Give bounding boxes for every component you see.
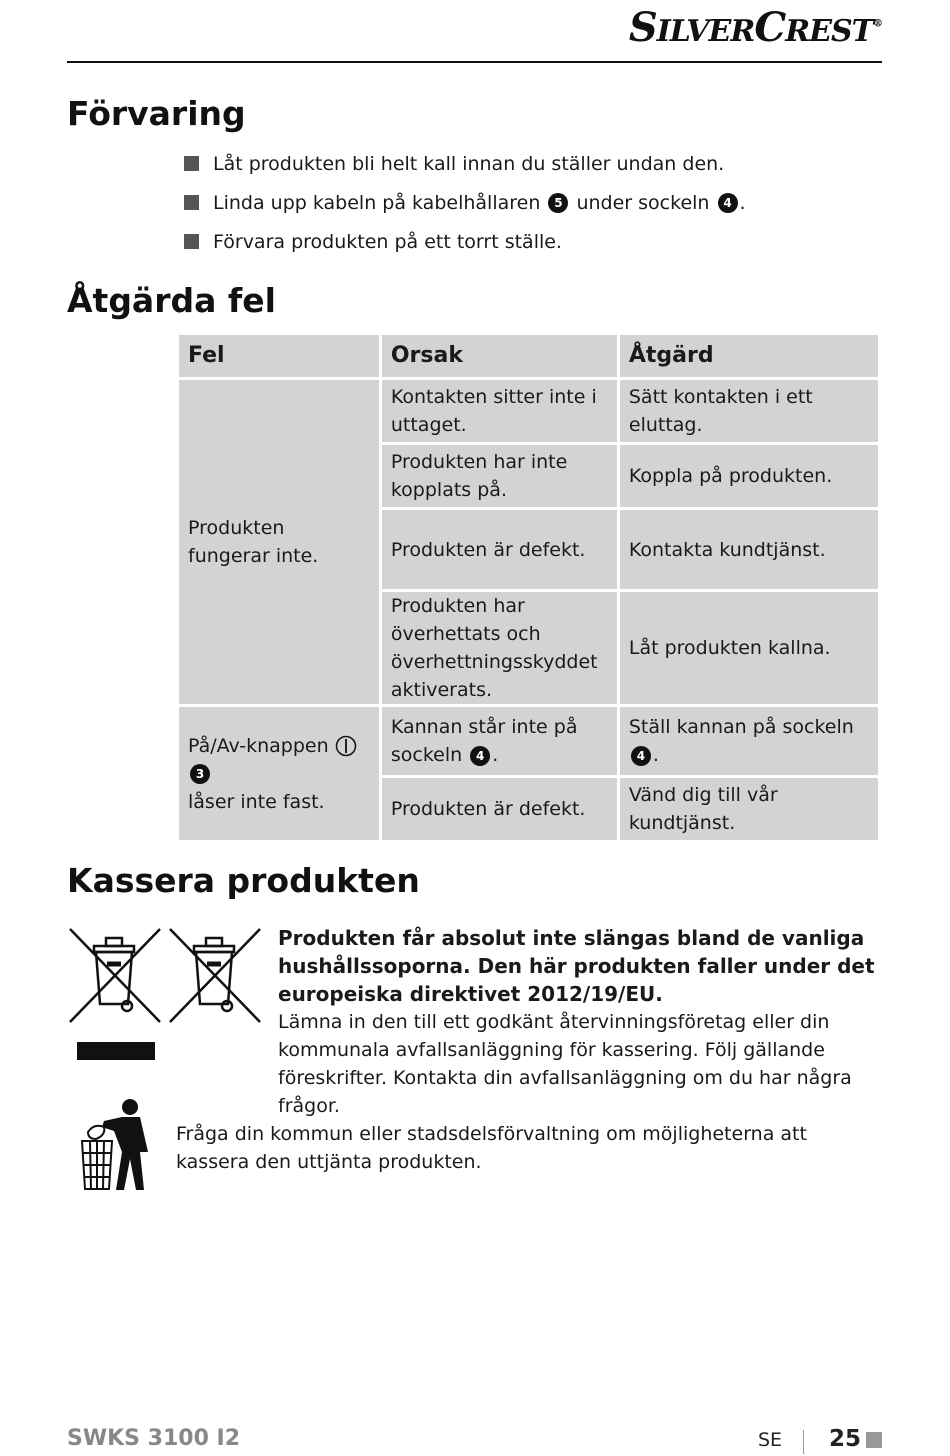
part-number-badge: 4 — [631, 746, 651, 766]
header-rule — [67, 61, 882, 63]
remedy-cell: Ställ kannan på sockeln 4 . — [620, 707, 878, 775]
remedy-cell: Koppla på produkten. — [620, 445, 878, 507]
storage-heading: Förvaring — [67, 94, 246, 133]
column-header: Fel — [179, 335, 379, 377]
municipal-disposal-text: Fråga din kommun eller stadsdelsförvaltning om möjligheterna att kassera den uttjänta produkten. — [176, 1123, 807, 1173]
part-number-badge: 4 — [718, 193, 738, 213]
footer-separator — [803, 1430, 804, 1454]
storage-list — [184, 144, 746, 261]
brand-logo: SILVERCREST® — [628, 4, 882, 51]
table-header-row — [179, 335, 878, 377]
disposal-instructions: Lämna in den till ett godkänt återvinningsföretag eller din kommunala avfallsanläggning för kassering. Följ gällande föreskrifter. Kontakta din avfallsanläggning om du har några frågor. — [278, 1011, 852, 1117]
bullet-square-icon — [184, 195, 199, 210]
remedy-cell: Sätt kontakten i ett eluttag. — [620, 380, 878, 442]
crossed-out-bin-icon — [67, 924, 267, 1064]
fault-cell: Produkten fungerar inte. — [179, 380, 379, 704]
table-row — [179, 707, 878, 775]
cause-cell: Produkten har överhettats och överhettningsskyddet aktiverats. — [382, 592, 617, 704]
page-number: 25 — [829, 1426, 862, 1452]
part-number-badge: 3 — [190, 764, 210, 784]
remedy-cell: Låt produkten kallna. — [620, 592, 878, 704]
remedy-cell: Kontakta kundtjänst. — [620, 510, 878, 589]
disposal-warning: Produkten får absolut inte slängas bland de vanliga hushållssoporna. Den här produkten faller under det europeiska direktivet 2012/19/EU. — [278, 926, 875, 1006]
footer-square-icon — [866, 1432, 882, 1448]
column-header: Orsak — [382, 335, 617, 377]
footer-model: SWKS 3100 I2 — [67, 1426, 241, 1451]
list-item: Låt produkten bli helt kall innan du ställer undan den. — [184, 144, 746, 183]
cause-cell: Produkten har inte kopplats på. — [382, 445, 617, 507]
list-item: Linda upp kabeln på kabelhållaren 5 under sockeln 4 . — [184, 183, 746, 222]
list-item: Förvara produkten på ett torrt ställe. — [184, 222, 746, 261]
bullet-square-icon — [184, 156, 199, 171]
disposal-text — [278, 924, 878, 1120]
part-number-badge: 4 — [470, 746, 490, 766]
part-number-badge: 5 — [548, 193, 568, 213]
cause-cell: Produkten är defekt. — [382, 510, 617, 589]
cause-cell: Kannan står inte på sockeln 4 . — [382, 707, 617, 775]
tidyman-recycling-icon — [78, 1097, 153, 1193]
remedy-cell: Vänd dig till vår kundtjänst. — [620, 778, 878, 840]
disposal-heading: Kassera produkten — [67, 861, 420, 900]
table-row — [179, 380, 878, 442]
bullet-square-icon — [184, 234, 199, 249]
power-button-icon — [335, 735, 357, 757]
cause-cell: Produkten är defekt. — [382, 778, 617, 840]
column-header: Åtgärd — [620, 335, 878, 377]
footer-language: SE — [758, 1429, 783, 1451]
troubleshooting-table — [176, 332, 881, 843]
cause-cell: Kontakten sitter inte i uttaget. — [382, 380, 617, 442]
fault-cell: På/Av-knappen 3 låser inte fast. — [179, 707, 379, 840]
troubleshooting-heading: Åtgärda fel — [67, 281, 276, 320]
